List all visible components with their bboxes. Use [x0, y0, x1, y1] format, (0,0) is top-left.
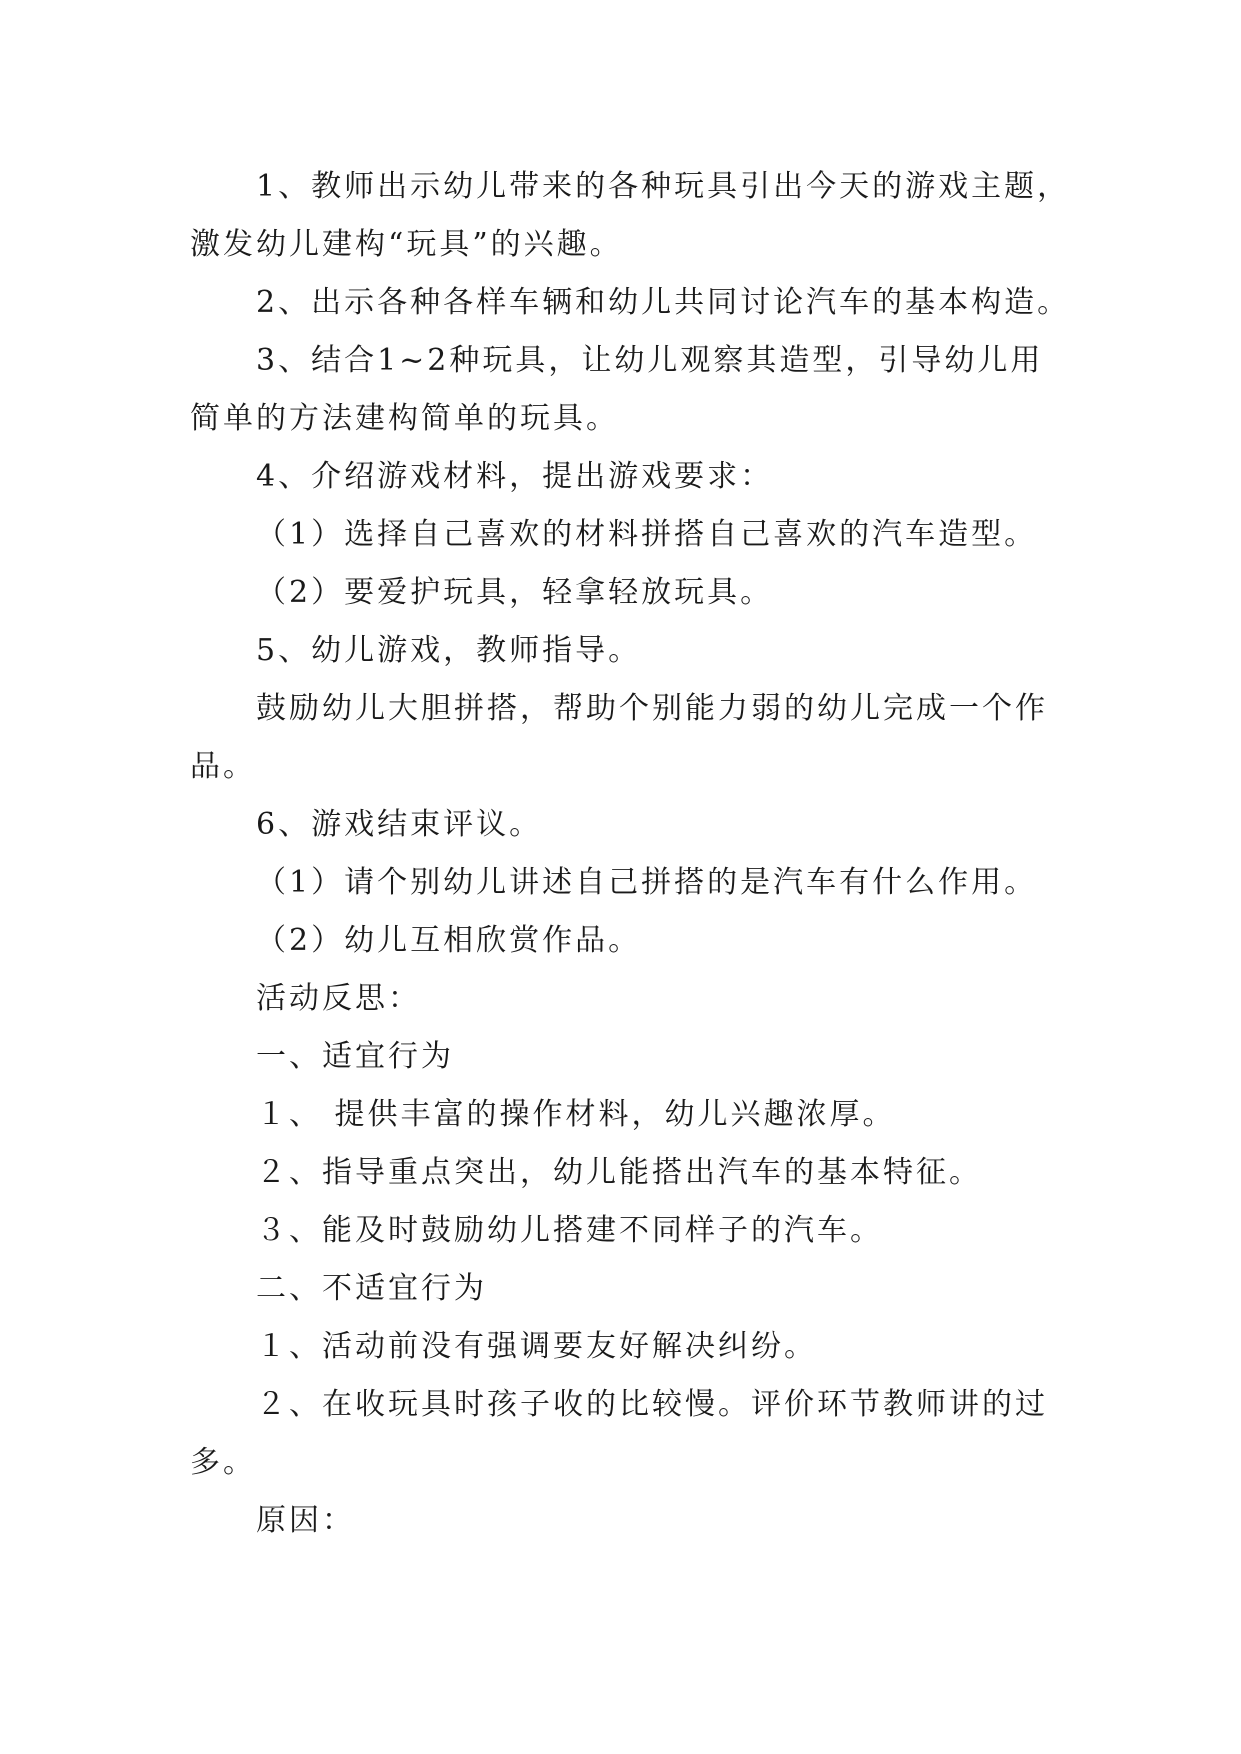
paragraph-line: 6、游戏结束评议。	[256, 807, 543, 842]
paragraph-line: 4、介绍游戏材料，提出游戏要求：	[256, 459, 774, 494]
paragraph-line: （1）请个别幼儿讲述自己拼搭的是汽车有什么作用。	[256, 865, 1038, 900]
paragraph-line: 品。	[190, 749, 256, 784]
paragraph-line: １、 提供丰富的操作材料，幼儿兴趣浓厚。	[256, 1097, 896, 1132]
paragraph-line: 简单的方法建构简单的玩具。	[190, 401, 619, 436]
paragraph-line: 活动反思：	[256, 981, 421, 1016]
paragraph-line: ２、在收玩具时孩子收的比较慢。评价环节教师讲的过	[256, 1387, 1048, 1422]
paragraph-line: 5、幼儿游戏，教师指导。	[256, 633, 642, 668]
paragraph-line: 原因：	[256, 1503, 355, 1538]
paragraph-line: 2、出示各种各样车辆和幼儿共同讨论汽车的基本构造。	[256, 285, 1071, 320]
paragraph-line: 激发幼儿建构“玩具”的兴趣。	[190, 227, 623, 262]
paragraph-line: （2）要爱护玩具，轻拿轻放玩具。	[256, 575, 774, 610]
paragraph-line: 一、适宜行为	[256, 1039, 454, 1074]
paragraph-line: 多。	[190, 1445, 256, 1480]
paragraph-line: 3、结合1~2种玩具，让幼儿观察其造型，引导幼儿用	[256, 343, 1044, 378]
paragraph-line: ２、指导重点突出，幼儿能搭出汽车的基本特征。	[256, 1155, 982, 1190]
paragraph-line: １、活动前没有强调要友好解决纠纷。	[256, 1329, 817, 1364]
paragraph-line: 鼓励幼儿大胆拼搭，帮助个别能力弱的幼儿完成一个作	[256, 691, 1048, 726]
paragraph-line: 二、不适宜行为	[256, 1271, 487, 1306]
paragraph-line: （2）幼儿互相欣赏作品。	[256, 923, 642, 958]
paragraph-line: 1、教师出示幼儿带来的各种玩具引出今天的游戏主题，	[256, 169, 1071, 204]
paragraph-line: ３、能及时鼓励幼儿搭建不同样子的汽车。	[256, 1213, 883, 1248]
paragraph-line: （1）选择自己喜欢的材料拼搭自己喜欢的汽车造型。	[256, 517, 1038, 552]
